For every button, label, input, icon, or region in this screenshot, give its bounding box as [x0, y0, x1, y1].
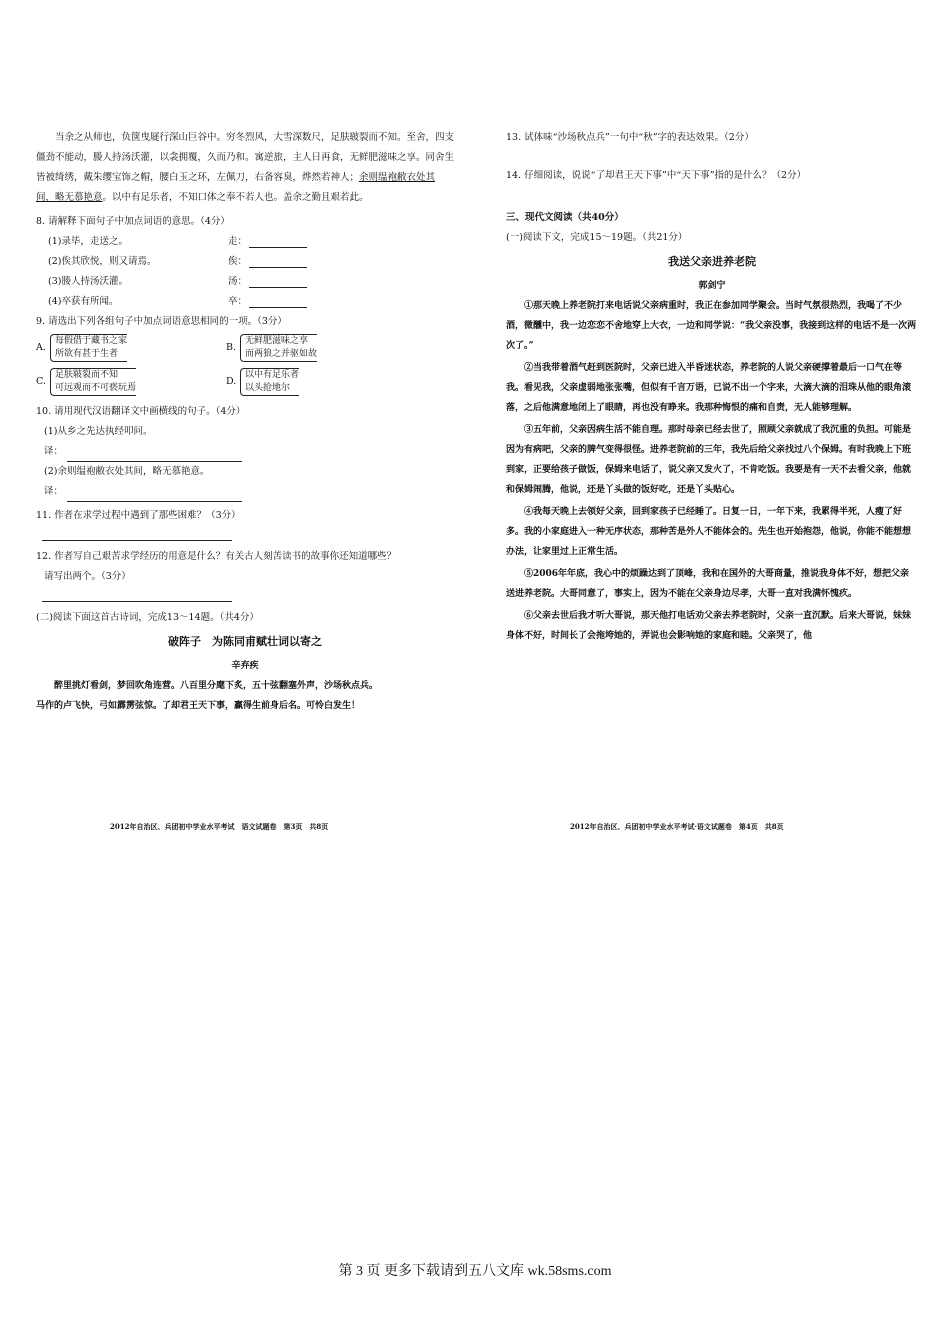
answer-line[interactable] — [42, 528, 232, 541]
article-paragraph: ⑤2006年年底，我心中的烦躁达到了顶峰，我和在国外的大哥商量，推说我身体不好，想把父亲送进养老院。大哥同意了，事实上，因为不能在父亲身边尽孝，大哥一直对我满怀愧疚。 — [506, 569, 910, 599]
answer-line[interactable] — [42, 589, 232, 602]
q8-item: (2)俟其欣悦，则又请焉。 俟： — [36, 252, 454, 272]
right-footer: 2012年自治区、兵团初中学业水平考试·语文试题卷 第4页 共8页 — [570, 822, 784, 831]
q8-item: (1)录毕，走送之。 走： — [36, 232, 454, 252]
q10-translation-2: 译： — [36, 482, 454, 502]
passage-part-3: 。以中有足乐者，不知口体之奉不若人也。盖余之勤且艰若此。 — [102, 192, 369, 203]
bottom-download-note: 第 3 页 更多下载请到五八文库 wk.58sms.com — [338, 1264, 612, 1279]
q11-stem: 11. 作者在求学过程中遇到了那些困难？（3分） — [36, 510, 241, 521]
poem-line-1: 醉里挑灯看剑，梦回吹角连营。八百里分麾下炙，五十弦翻塞外声，沙场秋点兵。 — [54, 681, 379, 691]
q9-option-c[interactable]: C. 足肤皲裂而不知 可远观而不可亵玩焉 — [36, 368, 226, 396]
q10-translation-1: 译： — [36, 442, 454, 462]
left-page — [36, 128, 454, 716]
q10-item-1: (1)从乡之先达执经叩问。 — [44, 426, 153, 437]
article-title: 我送父亲进养老院 — [668, 255, 756, 268]
answer-line[interactable] — [67, 450, 242, 462]
article-paragraph: ④我每天晚上去领好父亲，回到家孩子已经睡了。日复一日，一年下来，我累得半死，人瘦了好多。我的小家庭进入一种无序状态，那种苦是外人不能体会的。先生也开始抱怨，他说，你能不能想想办法，让家里过上正常生活。 — [506, 507, 912, 557]
answer-blank[interactable] — [249, 256, 307, 268]
section-3-heading: 三、现代文阅读（共40分） — [506, 212, 624, 223]
passage-underlined: 余则缊袍敝衣处其间，略无慕艳意 — [36, 172, 436, 203]
q8-item: (3)媵人持汤沃灌。 汤： — [36, 272, 454, 292]
q8-item: (4)卒获有所闻。 卒： — [36, 292, 454, 312]
poem-line-2: 马作的卢飞快，弓如霹雳弦惊。了却君王天下事，赢得生前身后名。可怜白发生！ — [36, 701, 361, 711]
q10-stem: 10. 请用现代汉语翻译文中画横线的句子。（4分） — [36, 406, 246, 417]
answer-blank[interactable] — [249, 276, 307, 288]
q9-options-row — [36, 334, 454, 362]
poem-title: 破阵子 为陈同甫赋壮词以寄之 — [168, 635, 322, 648]
answer-line[interactable] — [67, 490, 242, 502]
q9-option-a[interactable]: A. 每假借于藏书之家 所欲有甚于生者 — [36, 334, 226, 362]
q13-answer-area[interactable] — [506, 148, 918, 166]
q9-option-b[interactable]: B. 无鲜肥滋味之享 而两狼之并驱如故 — [226, 334, 416, 362]
right-page — [506, 128, 918, 646]
poem-author: 辛弃疾 — [231, 661, 259, 671]
left-footer: 2012年自治区、兵团初中学业水平考试 语文试题卷 第3页 共8页 — [110, 822, 329, 831]
q12-stem-1: 12. 作者写自己艰苦求学经历的用意是什么？有关古人刻苦读书的故事你还知道哪些？ — [36, 551, 397, 562]
q8-stem: 8. 请解释下面句子中加点词语的意思。（4分） — [36, 216, 230, 227]
q10-item-2: (2)余则缊袍敝衣处其间，略无慕艳意。 — [44, 466, 210, 477]
q12-stem-2: 请写出两个。（3分） — [44, 571, 131, 582]
answer-blank[interactable] — [249, 296, 307, 308]
passage-part-1: 当余之从师也，负箧曳屣行深山巨谷中。穷冬烈风，大雪深数尺，足肤皲裂而不知。至舍，四支僵劲不能动，媵人持汤沃灌，以衾拥覆，久而乃和。寓逆旅，主人日再食，无鲜肥滋味之享。同舍生皆被绮绣，戴朱缨宝饰之帽，腰白玉之环，左佩刀，右备容臭，烨然若神人； — [36, 132, 455, 183]
article-author: 郭剑宁 — [698, 281, 726, 291]
passage — [36, 128, 454, 208]
article-paragraph: ①那天晚上养老院打来电话说父亲病重时，我正在参加同学聚会。当时气氛很热烈，我喝了不少酒，微醺中，我一边恋恋不舍地穿上大衣，一边和同学说：“我父亲没事，我接到这样的电话不是一次两次了。” — [506, 301, 917, 351]
q9-option-d[interactable]: D. 以中有足乐者 以头抢地尔 — [226, 368, 416, 396]
answer-blank[interactable] — [249, 236, 307, 248]
q14-stem: 14. 仔细阅读，说说“了却君王天下事”中“天下事”指的是什么？（2分） — [506, 170, 807, 181]
subsection-1-heading: (一)阅读下文，完成15～19题。（共21分） — [506, 232, 688, 243]
section-2-heading: (二)阅读下面这首古诗词，完成13～14题。（共4分） — [36, 612, 259, 623]
q13-stem: 13. 试体味“沙场秋点兵”一句中“秋”字的表达效果。（2分） — [506, 132, 754, 143]
q9-options-row — [36, 368, 454, 396]
article-paragraph: ②当我带着酒气赶到医院时，父亲已进入半昏迷状态，养老院的人说父亲硬撑着最后一口气在等我。看见我，父亲虚弱地张张嘴，但似有千言万语，已说不出一个字来，大滴大滴的泪珠从他的眼角滚落，之后他满意地闭上了眼睛，再也没有睁来。我那种悔恨的痛和自责，无人能够理解。 — [506, 363, 912, 413]
q14-answer-area[interactable] — [506, 186, 918, 204]
q9-stem: 9. 请选出下列各组句子中加点词语意思相同的一项。（3分） — [36, 316, 287, 327]
article-paragraph: ⑥父亲去世后我才听大哥说，那天他打电话劝父亲去养老院时，父亲一直沉默。后来大哥说，妹妹身体不好，时间长了会拖垮她的，弄说也会影响她的家庭和睦。父亲哭了，他 — [506, 611, 912, 641]
article-paragraph: ③五年前，父亲因病生活不能自理。那时母亲已经去世了，照顾父亲就成了我沉重的负担。可能是因为有病吧，父亲的脾气变得很怪。进养老院前的三年，我先后给父亲找过八个保姆。有时我晚上下班到家，正要给孩子做饭，保姆来电话了，说父亲又发火了，不肯吃饭。我要是有一天不去看父亲，他就和保姆闹腾，他说，还是丫头做的饭好吃，还是丫头贴心。 — [506, 425, 912, 495]
